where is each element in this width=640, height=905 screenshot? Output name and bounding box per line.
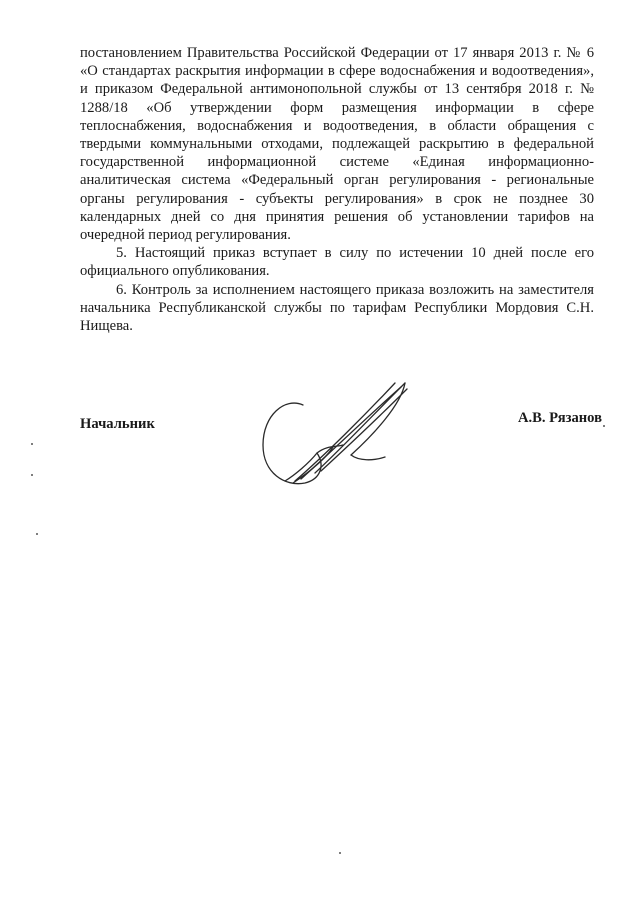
scan-speck — [31, 443, 33, 445]
paragraph-continuation: постановлением Правительства Российской Федерации от 17 января 2013 г. № 6 «О стандартах раскрытия информации в сфере водоснабжения и водоотведения», и приказом Федеральной антимонопольной службы от 13 сентября 2018 г. № 1288/18 «Об утверждении форм размещения информации в сфере теплоснабжения, водоснабжения и водоотведения, в области обращения с твердыми коммунальными отходами, подлежащей раскрытию в федеральной государственной информационной системе «Единая информационно-аналитическая система «Федеральный орган регулирования - региональные органы регулирования - субъекты регулирования» в срок не позднее 30 календарных дней со дня принятия решения об установлении тарифов на очередной период регулирования. — [80, 45, 594, 244]
document-body — [80, 44, 594, 335]
scan-speck — [31, 474, 33, 476]
scan-speck — [339, 852, 341, 854]
signatory-title: Начальник — [80, 416, 155, 432]
paragraph-item-6: 6. Контроль за исполнением настоящего приказа возложить на заместителя начальника Республиканской службы по тарифам Республики Мордовия С.Н. Нищева. — [80, 281, 594, 335]
handwritten-signature — [255, 375, 435, 495]
scan-speck — [36, 533, 38, 535]
scan-speck — [603, 425, 605, 427]
signatory-name: А.В. Рязанов — [517, 410, 602, 426]
paragraph-item-5: 5. Настоящий приказ вступает в силу по истечении 10 дней после его официального опубликования. — [80, 245, 594, 280]
